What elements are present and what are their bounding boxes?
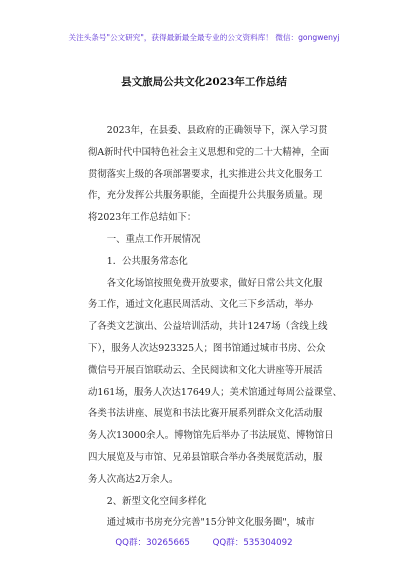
body-line: 通过城市书房充分完善"15分钟文化服务圈"，城市 bbox=[88, 517, 315, 529]
body-line: 了各类文艺演出、公益培训活动，共计1247场（含线上线 bbox=[88, 321, 328, 333]
qq-group-2: QQ群：535304092 bbox=[212, 538, 293, 548]
body-line: 下），服务人次达923325人；图书馆通过城市书房、公众 bbox=[88, 342, 326, 354]
body-line: 作，充分发挥公共服务职能，全面提升公共服务质量。现 bbox=[88, 190, 323, 202]
body-line: 贯彻落实上级的各项部署要求，扎实推进公共文化服务工 bbox=[88, 168, 323, 180]
section-heading: 一、重点工作开展情况 bbox=[88, 233, 201, 245]
body-line: 将2023年工作总结如下： bbox=[88, 212, 197, 224]
body-line: 务工作，通过文化惠民周活动、文化三下乡活动，举办 bbox=[88, 299, 314, 311]
body-line: 各文化场馆按照免费开放要求，做好日常公共文化服 bbox=[88, 277, 323, 289]
qq-group-1: QQ群：30265665 bbox=[115, 538, 190, 548]
body-line: 务人次13000余人。博物馆先后举办了书法展览、博物馆日 bbox=[88, 430, 334, 442]
body-line: 四大展览及与市馆、兄弟县馆联合举办各类展览活动，服 bbox=[88, 451, 323, 463]
body-line: 动161场，服务人次达17649人；美术馆通过每周公益课堂、 bbox=[88, 386, 342, 398]
body-line: 微信号开展百馆联动云、全民阅读和文化大讲座等开展活 bbox=[88, 364, 323, 376]
subsection-heading: 1．公共服务常态化 bbox=[88, 255, 188, 267]
document-title: 县文旅局公共文化2023年工作总结 bbox=[121, 76, 287, 88]
body-line: 2023年，在县委、县政府的正确领导下，深入学习贯 bbox=[88, 125, 328, 136]
body-line: 各类书法讲座、展览和书法比赛开展系列群众文化活动服 bbox=[88, 408, 323, 420]
body-line: 彻A新时代中国特色社会主义思想和党的二十大精神，全面 bbox=[88, 146, 330, 158]
body-line: 务人次高达2万余人。 bbox=[88, 473, 179, 485]
subsection-heading: 2、新型文化空间多样化 bbox=[88, 495, 207, 507]
footer-contact bbox=[0, 536, 408, 548]
document-body bbox=[88, 120, 342, 534]
header-banner: 关注头条号"公文研究"，获得最新最全最专业的公文资料库！ 微信：gongwenyj bbox=[68, 33, 340, 42]
